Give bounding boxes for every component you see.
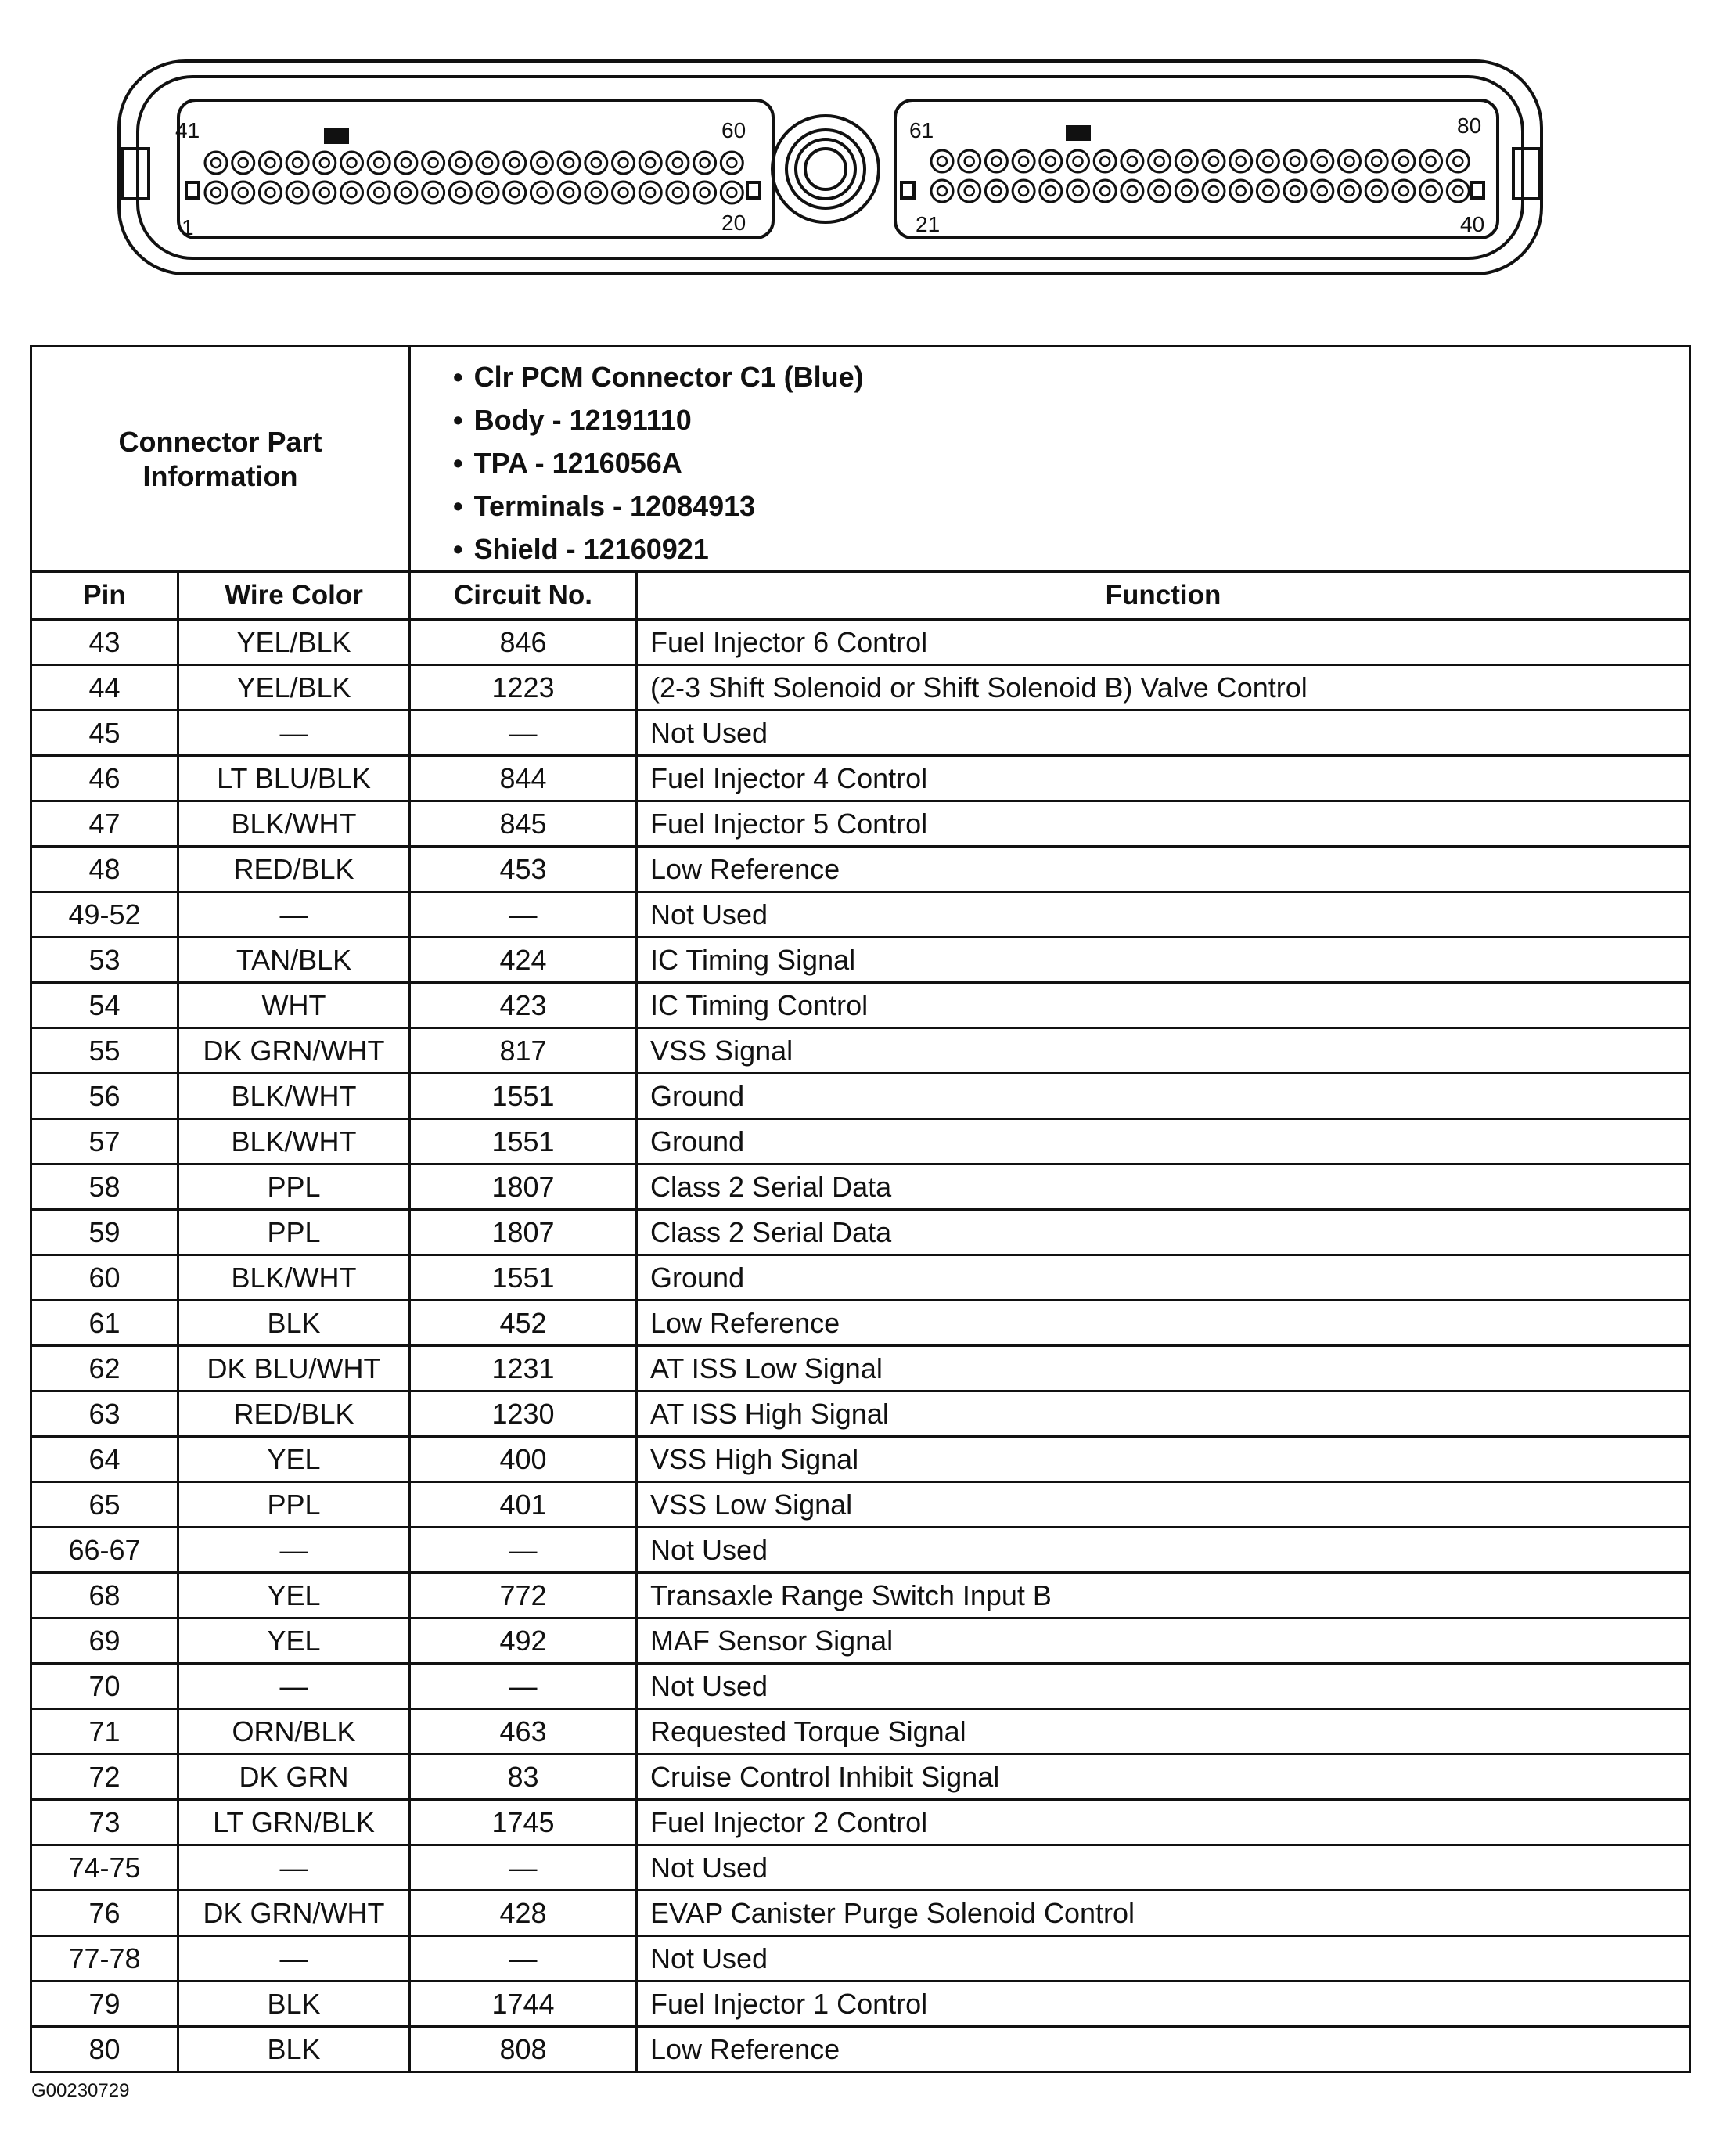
table-row: [31, 665, 1690, 711]
pin-row-41-60: [205, 152, 743, 174]
table-row: [31, 1482, 1690, 1528]
pin-terminal: [314, 182, 336, 203]
cell-pin: 61: [31, 1301, 178, 1346]
right-cavity-key-left: [901, 182, 914, 198]
pin-terminal: [1013, 150, 1034, 172]
cell-pin: 73: [31, 1800, 178, 1845]
cell-pin: 64: [31, 1437, 178, 1482]
table-row: [31, 847, 1690, 892]
pin-terminal: [1365, 180, 1387, 202]
cell-circuit-no: 492: [410, 1618, 637, 1664]
table-header-row: [31, 572, 1690, 620]
pin-terminal: [1067, 180, 1089, 202]
table-row: [31, 1664, 1690, 1709]
pin-terminal: [1013, 180, 1034, 202]
cell-pin: 53: [31, 938, 178, 983]
cell-function: Low Reference: [637, 847, 1690, 892]
header-circuit-no: Circuit No.: [410, 572, 637, 620]
pin-terminal: [477, 152, 498, 174]
cell-wire-color: —: [178, 892, 410, 938]
table-row: [31, 1255, 1690, 1301]
pin-label-1: 1: [182, 215, 194, 239]
cell-circuit-no: 83: [410, 1755, 637, 1800]
cell-wire-color: —: [178, 1664, 410, 1709]
pin-terminal: [585, 182, 607, 203]
cell-pin: 66-67: [31, 1528, 178, 1573]
cell-wire-color: DK GRN/WHT: [178, 1028, 410, 1074]
pin-terminal: [1284, 180, 1306, 202]
cell-wire-color: DK GRN: [178, 1755, 410, 1800]
left-side-tab: [122, 149, 149, 199]
pin-terminal: [286, 182, 308, 203]
cell-wire-color: BLK/WHT: [178, 801, 410, 847]
left-pin-cavity: [178, 100, 773, 238]
pin-terminal: [504, 152, 526, 174]
cell-circuit-no: 1223: [410, 665, 637, 711]
table-row: [31, 1936, 1690, 1981]
cell-wire-color: LT BLU/BLK: [178, 756, 410, 801]
cell-function: MAF Sensor Signal: [637, 1618, 1690, 1664]
pin-terminal: [1094, 180, 1116, 202]
cell-pin: 74-75: [31, 1845, 178, 1891]
cell-function: AT ISS High Signal: [637, 1391, 1690, 1437]
cell-wire-color: DK BLU/WHT: [178, 1346, 410, 1391]
cell-wire-color: WHT: [178, 983, 410, 1028]
cell-function: Cruise Control Inhibit Signal: [637, 1755, 1690, 1800]
cell-pin: 47: [31, 801, 178, 847]
cell-wire-color: YEL: [178, 1618, 410, 1664]
header-wire-color: Wire Color: [178, 572, 410, 620]
table-row: [31, 2027, 1690, 2072]
cell-function: IC Timing Control: [637, 983, 1690, 1028]
cell-function: VSS Low Signal: [637, 1482, 1690, 1528]
cell-wire-color: PPL: [178, 1164, 410, 1210]
cell-pin: 57: [31, 1119, 178, 1164]
right-side-tab: [1513, 149, 1540, 199]
table-row: [31, 1301, 1690, 1346]
pin-terminal: [639, 182, 661, 203]
cell-function: Ground: [637, 1119, 1690, 1164]
pin-terminal: [1393, 150, 1415, 172]
cell-function: Ground: [637, 1255, 1690, 1301]
left-polarizing-mark: [324, 128, 349, 144]
part-info-item: • Shield - 12160921: [453, 527, 1689, 570]
table-row: [31, 1618, 1690, 1664]
cell-circuit-no: 808: [410, 2027, 637, 2072]
cell-circuit-no: —: [410, 1845, 637, 1891]
pin-terminal: [1420, 150, 1442, 172]
pin-terminal: [1284, 150, 1306, 172]
pin-terminal: [558, 152, 580, 174]
cell-circuit-no: 846: [410, 620, 637, 665]
pin-terminal: [368, 182, 390, 203]
center-bolt: [772, 116, 879, 222]
cell-circuit-no: 1807: [410, 1210, 637, 1255]
cell-circuit-no: 1551: [410, 1119, 637, 1164]
cell-wire-color: DK GRN/WHT: [178, 1891, 410, 1936]
pin-terminal: [205, 152, 227, 174]
cell-circuit-no: 1231: [410, 1346, 637, 1391]
pin-terminal: [1094, 150, 1116, 172]
cell-pin: 56: [31, 1074, 178, 1119]
pin-terminal: [259, 152, 281, 174]
cell-function: Class 2 Serial Data: [637, 1210, 1690, 1255]
cell-circuit-no: 453: [410, 847, 637, 892]
cell-pin: 63: [31, 1391, 178, 1437]
cell-function: Fuel Injector 1 Control: [637, 1981, 1690, 2027]
cell-circuit-no: —: [410, 711, 637, 756]
cell-function: Fuel Injector 6 Control: [637, 620, 1690, 665]
pin-terminal: [314, 152, 336, 174]
table-row: [31, 1528, 1690, 1573]
pin-terminal: [959, 150, 980, 172]
part-info-item: • Body - 12191110: [453, 398, 1689, 441]
pin-terminal: [286, 152, 308, 174]
cell-circuit-no: 1807: [410, 1164, 637, 1210]
part-label-line1: Connector Part: [118, 425, 322, 458]
cell-function: VSS High Signal: [637, 1437, 1690, 1482]
table-row: [31, 1437, 1690, 1482]
cell-pin: 54: [31, 983, 178, 1028]
cell-pin: 62: [31, 1346, 178, 1391]
pin-terminal: [1230, 180, 1252, 202]
cell-wire-color: BLK: [178, 1301, 410, 1346]
cell-function: Fuel Injector 4 Control: [637, 756, 1690, 801]
cell-function: Not Used: [637, 1528, 1690, 1573]
pin-terminal: [531, 182, 552, 203]
pin-terminal: [1311, 180, 1333, 202]
cell-function: Not Used: [637, 1845, 1690, 1891]
cell-pin: 65: [31, 1482, 178, 1528]
pin-label-21: 21: [916, 212, 941, 236]
pin-terminal: [395, 152, 417, 174]
cell-circuit-no: 401: [410, 1482, 637, 1528]
cell-function: Not Used: [637, 1936, 1690, 1981]
pin-terminal: [585, 152, 607, 174]
pin-terminal: [721, 182, 743, 203]
pin-terminal: [558, 182, 580, 203]
pin-terminal: [985, 150, 1007, 172]
cell-function: VSS Signal: [637, 1028, 1690, 1074]
pin-terminal: [1149, 180, 1171, 202]
pin-terminal: [931, 150, 953, 172]
cell-pin: 58: [31, 1164, 178, 1210]
pin-terminal: [1393, 180, 1415, 202]
pin-terminal: [1121, 180, 1143, 202]
pin-terminal: [341, 152, 363, 174]
pin-terminal: [232, 152, 254, 174]
pin-terminal: [341, 182, 363, 203]
cell-pin: 79: [31, 1981, 178, 2027]
cell-circuit-no: 463: [410, 1709, 637, 1755]
cell-pin: 60: [31, 1255, 178, 1301]
cell-circuit-no: 772: [410, 1573, 637, 1618]
pin-terminal: [1339, 180, 1361, 202]
cell-circuit-no: —: [410, 1936, 637, 1981]
pin-terminal: [531, 152, 552, 174]
cell-function: Class 2 Serial Data: [637, 1164, 1690, 1210]
connector-part-label: [31, 347, 410, 572]
pin-terminal: [449, 182, 471, 203]
pin-terminal: [639, 152, 661, 174]
pin-terminal: [1175, 150, 1197, 172]
part-label-line2: Information: [142, 459, 298, 492]
cell-pin: 68: [31, 1573, 178, 1618]
pin-terminal: [1339, 150, 1361, 172]
cell-pin: 44: [31, 665, 178, 711]
pin-terminal: [1040, 150, 1062, 172]
cell-circuit-no: 1745: [410, 1800, 637, 1845]
pin-terminal: [1040, 180, 1062, 202]
cell-wire-color: ORN/BLK: [178, 1709, 410, 1755]
right-pin-cavity: [895, 100, 1498, 238]
pin-terminal: [423, 152, 444, 174]
connector-diagram: [0, 0, 1716, 313]
pin-terminal: [985, 180, 1007, 202]
cell-function: Transaxle Range Switch Input B: [637, 1573, 1690, 1618]
connector-part-details: [410, 347, 1690, 572]
cell-circuit-no: 1551: [410, 1255, 637, 1301]
cell-pin: 80: [31, 2027, 178, 2072]
cell-pin: 70: [31, 1664, 178, 1709]
cell-pin: 69: [31, 1618, 178, 1664]
pin-terminal: [205, 182, 227, 203]
cell-pin: 59: [31, 1210, 178, 1255]
cell-wire-color: BLK/WHT: [178, 1119, 410, 1164]
cell-function: (2-3 Shift Solenoid or Shift Solenoid B) Valve Control: [637, 665, 1690, 711]
left-cavity-key-right: [747, 182, 760, 198]
table-row: [31, 1981, 1690, 2027]
cell-function: Ground: [637, 1074, 1690, 1119]
cell-function: Fuel Injector 2 Control: [637, 1800, 1690, 1845]
pin-terminal: [694, 182, 716, 203]
pin-terminal: [694, 152, 716, 174]
cell-pin: 43: [31, 620, 178, 665]
table-row: [31, 620, 1690, 665]
pin-terminal: [1067, 150, 1089, 172]
connector-part-info-row: [31, 347, 1690, 572]
cell-wire-color: —: [178, 1845, 410, 1891]
table-row: [31, 1891, 1690, 1936]
pinout-table: [30, 345, 1691, 2073]
cell-circuit-no: —: [410, 892, 637, 938]
pin-terminal: [423, 182, 444, 203]
pin-label-41: 41: [175, 118, 200, 142]
cell-wire-color: YEL: [178, 1437, 410, 1482]
cell-wire-color: RED/BLK: [178, 1391, 410, 1437]
cell-circuit-no: 1744: [410, 1981, 637, 2027]
cell-function: Fuel Injector 5 Control: [637, 801, 1690, 847]
part-info-item: • Clr PCM Connector C1 (Blue): [453, 355, 1689, 398]
table-row: [31, 756, 1690, 801]
table-row: [31, 1028, 1690, 1074]
table-row: [31, 1119, 1690, 1164]
pin-terminal: [1175, 180, 1197, 202]
table-row: [31, 1210, 1690, 1255]
connector-inner-shell: [138, 77, 1523, 258]
cell-circuit-no: —: [410, 1664, 637, 1709]
pin-terminal: [1420, 180, 1442, 202]
cell-function: Low Reference: [637, 1301, 1690, 1346]
pin-terminal: [259, 182, 281, 203]
pin-terminal: [613, 152, 635, 174]
pin-terminal: [1203, 180, 1225, 202]
cell-wire-color: BLK: [178, 1981, 410, 2027]
table-row: [31, 1164, 1690, 1210]
pin-label-61: 61: [909, 118, 934, 142]
left-cavity-key-left: [186, 182, 199, 198]
cell-wire-color: —: [178, 711, 410, 756]
table-row: [31, 938, 1690, 983]
cell-circuit-no: 1551: [410, 1074, 637, 1119]
pin-terminal: [368, 152, 390, 174]
cell-circuit-no: 1230: [410, 1391, 637, 1437]
cell-wire-color: LT GRN/BLK: [178, 1800, 410, 1845]
pin-terminal: [959, 180, 980, 202]
cell-function: Low Reference: [637, 2027, 1690, 2072]
cell-circuit-no: 428: [410, 1891, 637, 1936]
cell-wire-color: YEL/BLK: [178, 620, 410, 665]
cell-wire-color: PPL: [178, 1210, 410, 1255]
cell-function: AT ISS Low Signal: [637, 1346, 1690, 1391]
cell-pin: 72: [31, 1755, 178, 1800]
cell-circuit-no: 817: [410, 1028, 637, 1074]
cell-wire-color: PPL: [178, 1482, 410, 1528]
pin-terminal: [504, 182, 526, 203]
cell-pin: 45: [31, 711, 178, 756]
cell-circuit-no: 845: [410, 801, 637, 847]
right-polarizing-mark: [1066, 125, 1091, 141]
pin-terminal: [1230, 150, 1252, 172]
pin-label-60: 60: [721, 118, 746, 142]
table-row: [31, 1391, 1690, 1437]
table-row: [31, 1755, 1690, 1800]
pin-terminal: [449, 152, 471, 174]
cell-pin: 76: [31, 1891, 178, 1936]
table-row: [31, 1800, 1690, 1845]
cell-wire-color: YEL/BLK: [178, 665, 410, 711]
table-row: [31, 1573, 1690, 1618]
pin-terminal: [667, 152, 689, 174]
pin-row-21-40: [931, 180, 1469, 202]
cell-function: Not Used: [637, 711, 1690, 756]
cell-pin: 77-78: [31, 1936, 178, 1981]
pin-terminal: [667, 182, 689, 203]
part-info-item: • Terminals - 12084913: [453, 484, 1689, 527]
pin-terminal: [477, 182, 498, 203]
cell-function: Not Used: [637, 892, 1690, 938]
cell-circuit-no: 452: [410, 1301, 637, 1346]
part-info-item: • TPA - 1216056A: [453, 441, 1689, 484]
cell-circuit-no: —: [410, 1528, 637, 1573]
pin-label-40: 40: [1460, 212, 1485, 236]
table-row: [31, 1845, 1690, 1891]
cell-wire-color: —: [178, 1528, 410, 1573]
table-row: [31, 801, 1690, 847]
header-function: Function: [637, 572, 1690, 620]
cell-function: Not Used: [637, 1664, 1690, 1709]
table-row: [31, 983, 1690, 1028]
pin-terminal: [1257, 180, 1279, 202]
right-cavity-key-right: [1471, 182, 1484, 198]
pin-row-1-20: [205, 182, 743, 203]
pin-terminal: [232, 182, 254, 203]
cell-wire-color: BLK/WHT: [178, 1255, 410, 1301]
cell-wire-color: —: [178, 1936, 410, 1981]
pin-terminal: [931, 180, 953, 202]
figure-id: G00230729: [31, 2080, 130, 2101]
cell-circuit-no: 400: [410, 1437, 637, 1482]
pin-terminal: [613, 182, 635, 203]
cell-circuit-no: 423: [410, 983, 637, 1028]
pin-terminal: [1311, 150, 1333, 172]
pin-row-61-80: [931, 150, 1469, 172]
pin-terminal: [1447, 150, 1469, 172]
pin-terminal: [1365, 150, 1387, 172]
cell-pin: 49-52: [31, 892, 178, 938]
table-row: [31, 1346, 1690, 1391]
table-row: [31, 1074, 1690, 1119]
table-row: [31, 1709, 1690, 1755]
cell-function: EVAP Canister Purge Solenoid Control: [637, 1891, 1690, 1936]
pin-terminal: [1203, 150, 1225, 172]
pin-label-20: 20: [721, 211, 746, 235]
header-pin: Pin: [31, 572, 178, 620]
cell-wire-color: BLK/WHT: [178, 1074, 410, 1119]
pin-terminal: [1447, 180, 1469, 202]
pin-label-80: 80: [1457, 113, 1482, 138]
pin-terminal: [395, 182, 417, 203]
cell-function: Requested Torque Signal: [637, 1709, 1690, 1755]
pin-terminal: [1121, 150, 1143, 172]
cell-function: IC Timing Signal: [637, 938, 1690, 983]
table-row: [31, 892, 1690, 938]
cell-wire-color: RED/BLK: [178, 847, 410, 892]
cell-circuit-no: 424: [410, 938, 637, 983]
table-row: [31, 711, 1690, 756]
cell-wire-color: TAN/BLK: [178, 938, 410, 983]
cell-pin: 46: [31, 756, 178, 801]
cell-pin: 71: [31, 1709, 178, 1755]
pin-terminal: [1149, 150, 1171, 172]
cell-circuit-no: 844: [410, 756, 637, 801]
cell-pin: 55: [31, 1028, 178, 1074]
connector-outer-shell: [119, 61, 1542, 274]
pin-terminal: [1257, 150, 1279, 172]
pin-terminal: [721, 152, 743, 174]
cell-pin: 48: [31, 847, 178, 892]
cell-wire-color: YEL: [178, 1573, 410, 1618]
cell-wire-color: BLK: [178, 2027, 410, 2072]
